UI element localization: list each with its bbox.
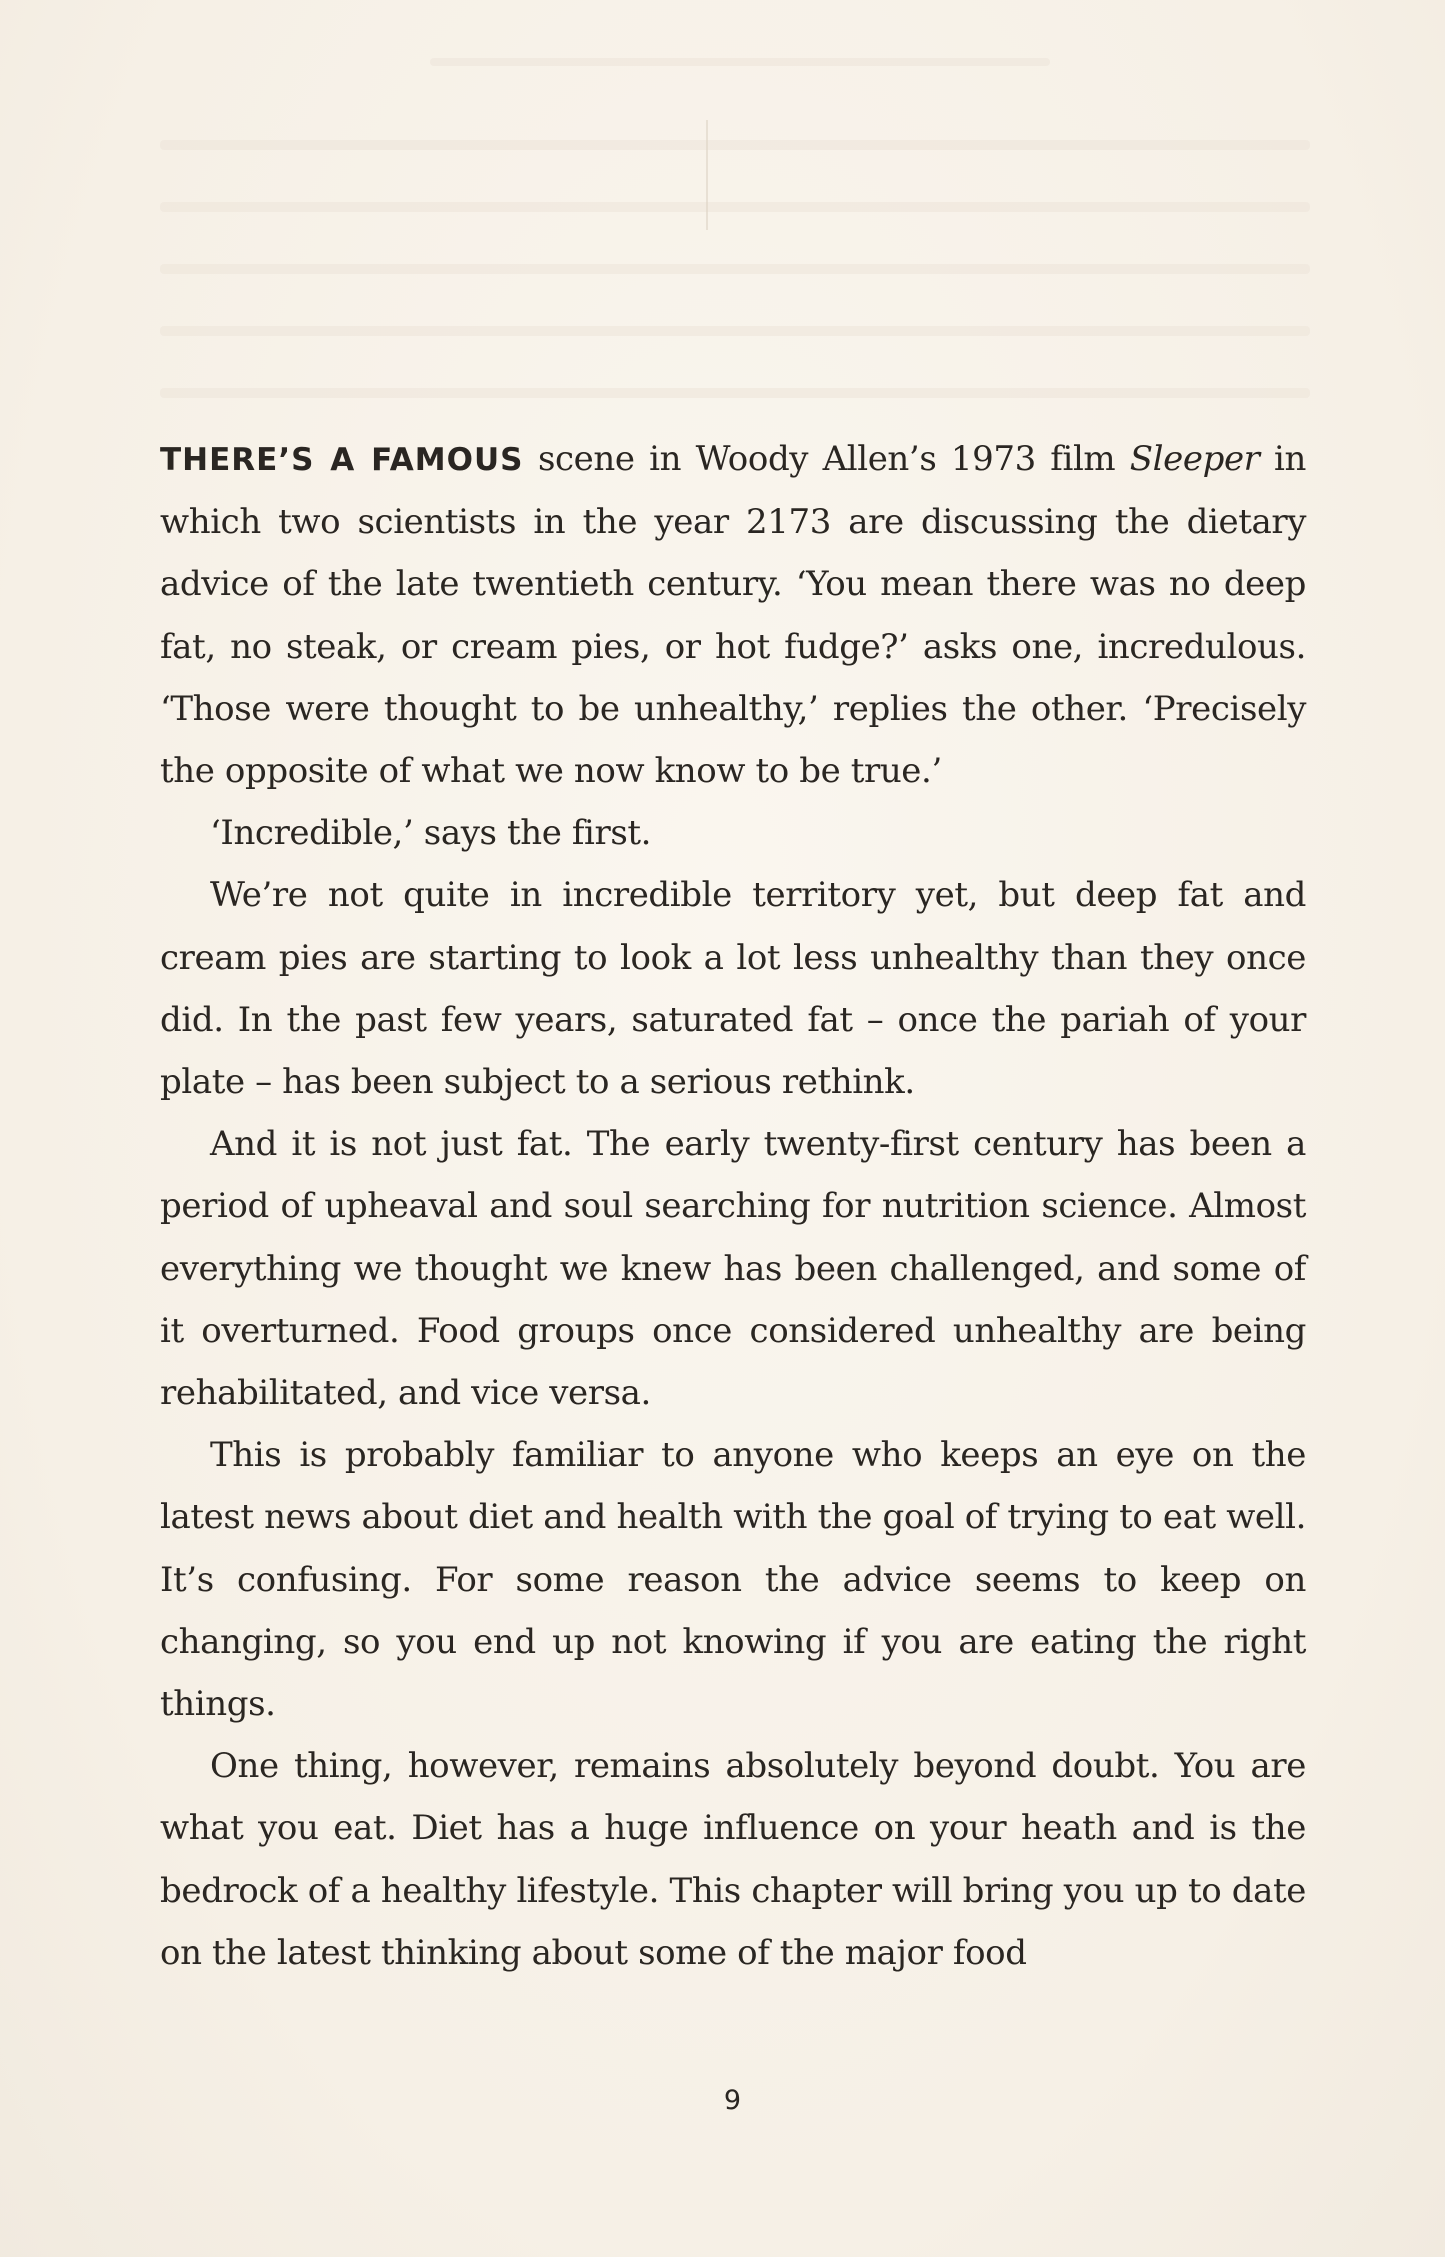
show-through-line xyxy=(160,202,1310,212)
opening-text: scene in Woody Allen’s 1973 film xyxy=(523,439,1130,479)
show-through-header xyxy=(430,58,1050,66)
page-number: 9 xyxy=(723,2085,742,2116)
paragraph: And it is not just fat. The early twenty-first century has been a period of upheaval and soul searching for nutrition science. Almost everything we thought we knew has been challenged, and some of it overturned. Food groups once considered unhealthy are being rehabilitated, and vice versa. xyxy=(160,1124,1306,1414)
opening-text-continued: in which two scientists in the year 2173 are discussing the dietary advice of the late twentieth century. ‘You mean there was no deep fat, no steak, or cream pies, or hot fudge?’ asks one, incredulous. ‘Those were thought to be unhealthy,’ replies the other. ‘Precisely the opposite of what we now know to be true.’ xyxy=(160,439,1306,792)
paragraph: This is probably familiar to anyone who keeps an eye on the latest news about diet and health with the goal of trying to eat well. It’s confusing. For some reason the advice seems to keep on changing, so you end up not knowing if you are eating the right things. xyxy=(160,1435,1306,1725)
paper-crease xyxy=(706,120,708,230)
film-title: Sleeper xyxy=(1129,439,1260,479)
body-text xyxy=(160,428,1306,1984)
show-through-line xyxy=(160,388,1310,398)
opening-lead-in: THERE’S A FAMOUS xyxy=(160,442,524,478)
show-through-line xyxy=(160,264,1310,274)
paragraph-opening xyxy=(160,428,1306,802)
show-through-line xyxy=(160,326,1310,336)
paragraph: One thing, however, remains absolutely beyond doubt. You are what you eat. Diet has a huge influence on your heath and is the bedrock of a healthy lifestyle. This chapter will bring you up to date on the latest thinking about some of the major food xyxy=(160,1746,1306,1973)
paragraph: ‘Incredible,’ says the first. xyxy=(210,813,652,854)
paragraph: We’re not quite in incredible territory yet, but deep fat and cream pies are starting to look a lot less unhealthy than they once did. In the past few years, saturated fat – once the pariah of your plate – has been subject to a serious rethink. xyxy=(160,875,1306,1103)
show-through-line xyxy=(160,140,1310,150)
